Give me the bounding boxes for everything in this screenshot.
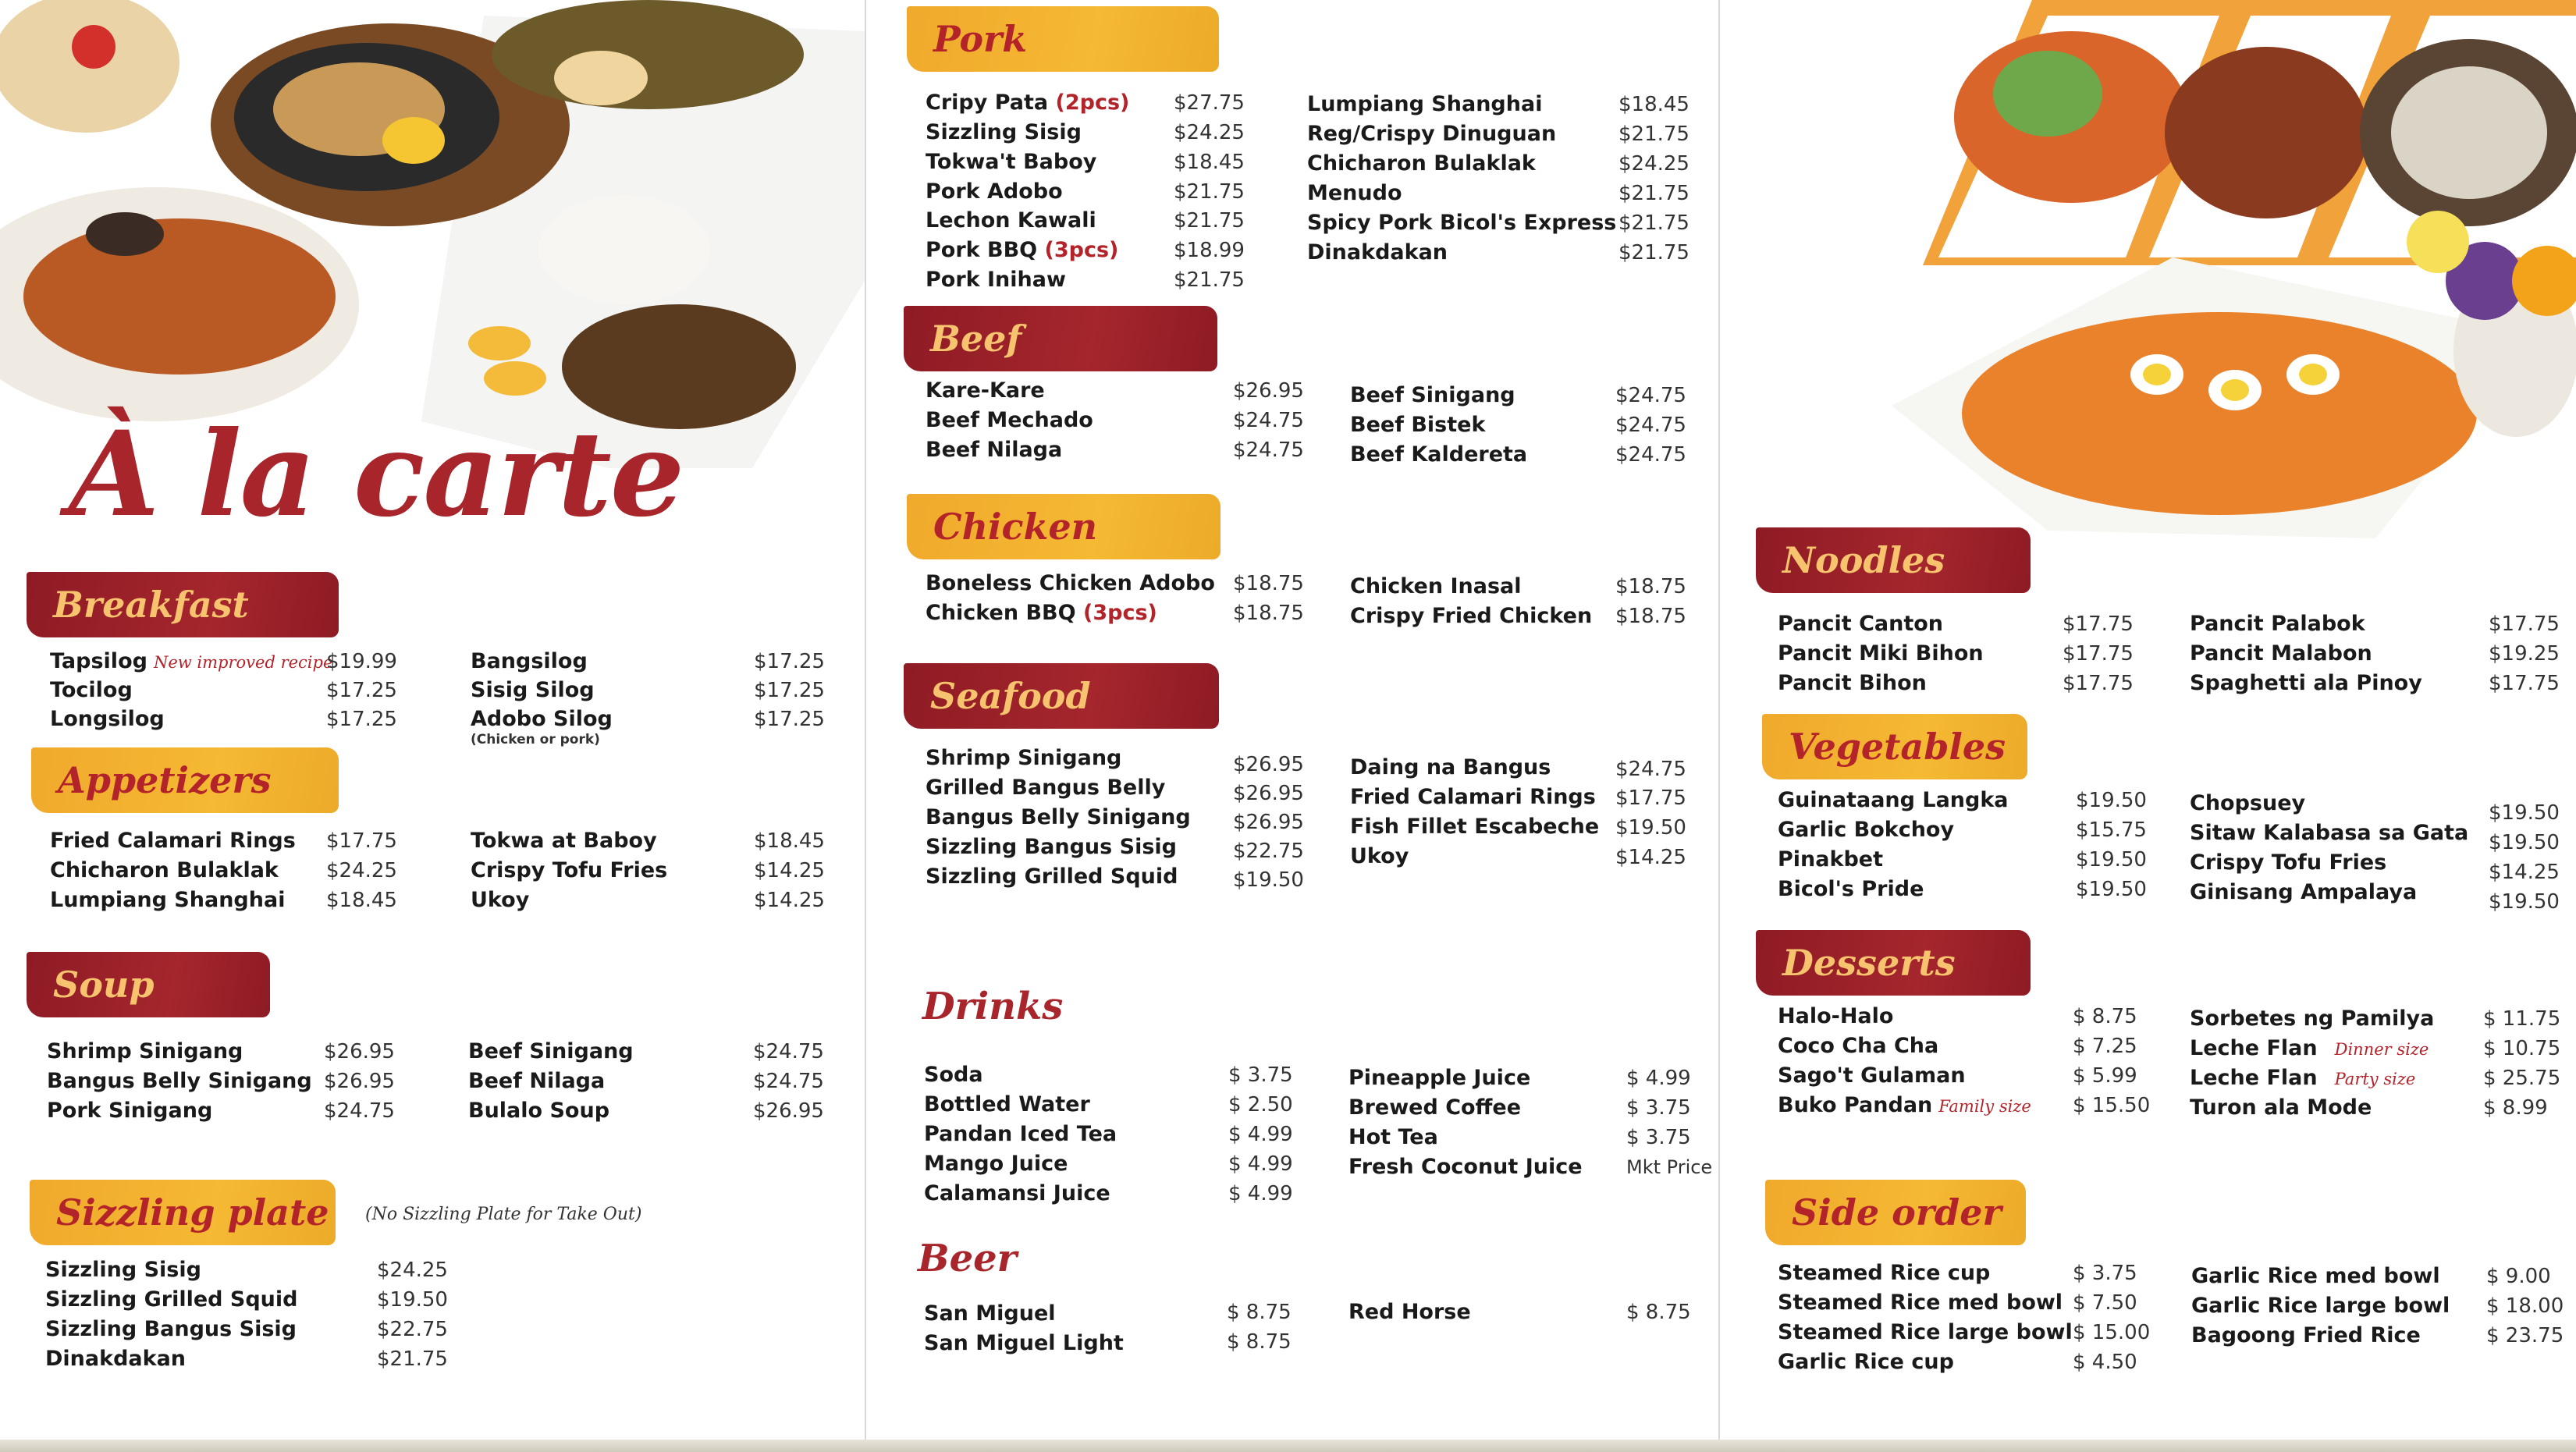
section-header-soup: Soup <box>27 952 270 1017</box>
menu-item: Beef Sinigang <box>1350 383 1515 407</box>
menu-price: $19.50 <box>2076 878 2147 901</box>
menu-item: Crispy Tofu Fries <box>2190 850 2387 875</box>
menu-item: Fish Fillet Escabeche <box>1350 815 1600 839</box>
menu-item: Bangus Belly Sinigang <box>926 805 1191 829</box>
menu-item: Red Horse <box>1348 1300 1471 1324</box>
menu-price: $26.95 <box>1233 753 1304 776</box>
menu-item: Pork Inihaw <box>926 268 1066 292</box>
menu-item: San Miguel Light <box>924 1331 1124 1355</box>
section-header-seafood: Seafood <box>904 663 1219 729</box>
menu-item: Sizzling Grilled Squid <box>926 864 1178 889</box>
menu-price: $14.25 <box>2489 861 2560 884</box>
menu-price: $ 3.75 <box>1626 1126 1691 1149</box>
menu-item: Pork Adobo <box>926 179 1063 204</box>
section-header-beef: Beef <box>904 306 1217 371</box>
page-title: À la carte <box>69 406 684 543</box>
menu-price: $ 8.99 <box>2483 1096 2548 1120</box>
menu-item: Kare-Kare <box>926 378 1045 403</box>
menu-item: Tokwa't Baboy <box>926 150 1097 174</box>
menu-item: Sisig Silog <box>471 678 595 702</box>
menu-price: $ 18.00 <box>2486 1294 2564 1318</box>
menu-item: Buko Pandan Family size <box>1778 1093 2031 1117</box>
menu-price: $22.75 <box>1233 840 1304 863</box>
menu-price: $ 3.75 <box>1228 1063 1293 1087</box>
menu-item: Spaghetti ala Pinoy <box>2190 671 2422 695</box>
menu-price: $17.25 <box>754 708 825 731</box>
menu-price: $26.95 <box>1233 379 1304 403</box>
menu-item: Coco Cha Cha <box>1778 1034 1939 1058</box>
menu-price: $ 5.99 <box>2073 1064 2137 1088</box>
section-header-desserts: Desserts <box>1756 930 2031 996</box>
menu-item: Bulalo Soup <box>468 1099 610 1123</box>
menu-price: $24.75 <box>1615 384 1686 407</box>
menu-item: Leche Flan Dinner size <box>2190 1036 2429 1060</box>
menu-item: Pandan Iced Tea <box>924 1122 1117 1146</box>
menu-item: Guinataang Langka <box>1778 788 2009 812</box>
menu-price: $21.75 <box>377 1347 448 1371</box>
menu-subnote: (Chicken or pork) <box>471 732 600 747</box>
menu-price: $24.75 <box>1233 409 1304 432</box>
menu-item: Sitaw Kalabasa sa Gata <box>2190 821 2469 845</box>
menu-price: $21.75 <box>1618 211 1690 235</box>
menu-price: $17.25 <box>754 679 825 702</box>
menu-item: Pancit Canton <box>1778 612 1944 636</box>
menu-price: $ 10.75 <box>2483 1037 2561 1060</box>
menu-item: Ukoy <box>1350 844 1409 868</box>
menu-item: Sizzling Bangus Sisig <box>45 1317 297 1341</box>
menu-item: Sizzling Grilled Squid <box>45 1287 298 1312</box>
menu-price: $ 4.99 <box>1228 1152 1293 1176</box>
menu-price: $26.95 <box>1233 782 1304 805</box>
panel-middle <box>865 0 1720 1452</box>
section-header-beer: Beer <box>918 1237 1017 1280</box>
section-header-vegetables: Vegetables <box>1762 714 2027 779</box>
menu-item: Chopsuey <box>2190 791 2306 815</box>
menu-price: $17.75 <box>2489 672 2560 695</box>
section-header-noodles: Noodles <box>1756 527 2031 593</box>
menu-price: $19.50 <box>1233 868 1304 892</box>
menu-item: Turon ala Mode <box>2190 1095 2372 1120</box>
menu-item: Crispy Fried Chicken <box>1350 604 1593 628</box>
menu-price: $19.50 <box>2076 848 2147 872</box>
menu-price: $ 4.99 <box>1228 1182 1293 1205</box>
menu-price: $24.75 <box>1233 438 1304 462</box>
menu-item: Lumpiang Shanghai <box>50 888 286 912</box>
menu-price: $ 25.75 <box>2483 1067 2561 1090</box>
menu-price: $17.75 <box>1615 786 1686 810</box>
menu-price: $ 9.00 <box>2486 1265 2551 1288</box>
menu-price: $24.25 <box>326 859 397 882</box>
food-photo-icon <box>0 0 865 468</box>
section-header-appetizers: Appetizers <box>31 747 339 813</box>
menu-item: Garlic Rice med bowl <box>2191 1264 2440 1288</box>
menu-item: Dinakdakan <box>45 1347 187 1371</box>
menu-item: Dinakdakan <box>1307 240 1448 264</box>
menu-price: Mkt Price <box>1626 1156 1713 1178</box>
section-header-pork: Pork <box>907 6 1219 72</box>
menu-item: Beef Nilaga <box>468 1069 606 1093</box>
menu-item: Pancit Miki Bihon <box>1778 641 1984 666</box>
menu-item: Chicken BBQ (3pcs) <box>926 601 1157 625</box>
section-header-breakfast: Breakfast <box>27 572 339 637</box>
menu-price: $18.45 <box>1618 93 1690 116</box>
menu-price: $ 4.99 <box>1626 1067 1691 1090</box>
menu-item: Soda <box>924 1063 983 1087</box>
menu-price: $18.75 <box>1615 575 1686 598</box>
menu-item: Boneless Chicken Adobo <box>926 571 1215 595</box>
menu-item: Fresh Coconut Juice <box>1348 1155 1583 1179</box>
section-header-sideorder: Side order <box>1765 1180 2026 1245</box>
menu-price: $ 4.99 <box>1228 1123 1293 1146</box>
menu-price: $15.75 <box>2076 818 2147 842</box>
section-header-drinks: Drinks <box>922 985 1064 1028</box>
menu-price: $17.75 <box>2063 672 2134 695</box>
menu-item: Chicharon Bulaklak <box>1307 151 1536 176</box>
menu-item: Adobo Silog <box>471 707 613 731</box>
menu-price: $ 7.50 <box>2073 1291 2137 1315</box>
menu-item: Pork Sinigang <box>47 1099 213 1123</box>
menu-item: Beef Bistek <box>1350 413 1486 437</box>
menu-item: Fried Calamari Rings <box>50 829 296 853</box>
menu-item: Beef Nilaga <box>926 438 1063 462</box>
menu-price: $22.75 <box>377 1318 448 1341</box>
menu-item: Shrimp Sinigang <box>47 1039 243 1063</box>
menu-item: Sizzling Sisig <box>45 1258 201 1282</box>
menu-item: Bagoong Fried Rice <box>2191 1323 2421 1347</box>
menu-item: Beef Sinigang <box>468 1039 634 1063</box>
menu-item: Beef Kaldereta <box>1350 442 1528 467</box>
menu-item: Tokwa at Baboy <box>471 829 657 853</box>
menu-item: Menudo <box>1307 181 1402 205</box>
menu-item: Pork BBQ (3pcs) <box>926 238 1119 262</box>
menu-price: $21.75 <box>1174 180 1245 204</box>
menu-price: $24.75 <box>1615 414 1686 437</box>
menu-price: $21.75 <box>1174 268 1245 292</box>
menu-price: $17.25 <box>326 708 397 731</box>
menu-item: Chicken Inasal <box>1350 574 1522 598</box>
menu-price: $21.75 <box>1618 122 1690 146</box>
menu-price: $ 8.75 <box>2073 1005 2137 1028</box>
menu-item: Sizzling Bangus Sisig <box>926 835 1177 859</box>
menu-item: Daing na Bangus <box>1350 755 1551 779</box>
menu-price: $24.25 <box>1174 121 1245 144</box>
menu-item: San Miguel <box>924 1301 1056 1326</box>
menu-price: $24.25 <box>1618 152 1690 176</box>
menu-item: Bangus Belly Sinigang <box>47 1069 312 1093</box>
menu-price: $ 8.75 <box>1227 1330 1292 1354</box>
menu-item: Mango Juice <box>924 1152 1068 1176</box>
menu-item: Steamed Rice large bowl <box>1778 1320 2073 1344</box>
menu-price: $21.75 <box>1618 182 1690 205</box>
menu-item: Tocilog <box>50 678 133 702</box>
menu-price: $17.75 <box>2063 642 2134 666</box>
menu-price: $18.75 <box>1615 605 1686 628</box>
menu-item: Lumpiang Shanghai <box>1307 92 1543 116</box>
menu-item: Hot Tea <box>1348 1125 1438 1149</box>
menu-item: Bottled Water <box>924 1092 1090 1117</box>
menu-price: $18.99 <box>1174 239 1245 262</box>
menu-price: $18.45 <box>1174 151 1245 174</box>
menu-price: $19.99 <box>326 650 397 673</box>
sizzling-remark: (No Sizzling Plate for Take Out) <box>365 1205 642 1224</box>
menu-price: $ 7.25 <box>2073 1035 2137 1058</box>
panel-right <box>1718 0 2576 1452</box>
menu-item: Steamed Rice med bowl <box>1778 1290 2063 1315</box>
menu-item: Pineapple Juice <box>1348 1066 1531 1090</box>
menu-item: Chicharon Bulaklak <box>50 858 279 882</box>
menu-price: $24.75 <box>753 1070 824 1093</box>
menu-price: $19.50 <box>2489 890 2560 914</box>
menu-item: Bangsilog <box>471 649 588 673</box>
menu-item: Crispy Tofu Fries <box>471 858 668 882</box>
menu-item: Spicy Pork Bicol's Express <box>1307 211 1617 235</box>
menu-item: Garlic Rice cup <box>1778 1350 1954 1374</box>
menu-item: Halo-Halo <box>1778 1004 1894 1028</box>
menu-price: $19.50 <box>2489 801 2560 825</box>
menu-price: $19.50 <box>1615 816 1686 840</box>
menu-price: $24.75 <box>1615 758 1686 781</box>
menu-item: Cripy Pata (2pcs) <box>926 91 1130 115</box>
menu-price: $24.75 <box>1615 443 1686 467</box>
menu-price: $ 3.75 <box>2073 1262 2137 1285</box>
menu-item: Lechon Kawali <box>926 208 1096 233</box>
menu-price: $17.75 <box>2063 612 2134 636</box>
menu-price: $ 11.75 <box>2483 1007 2561 1031</box>
menu-price: $26.95 <box>324 1040 395 1063</box>
panel-left <box>0 0 865 1452</box>
menu-price: $26.95 <box>1233 811 1304 834</box>
menu-price: $26.95 <box>324 1070 395 1093</box>
menu-item: Shrimp Sinigang <box>926 746 1122 770</box>
section-header-chicken: Chicken <box>907 494 1220 559</box>
menu-price: $14.25 <box>754 859 825 882</box>
menu-item: Sorbetes ng Pamilya <box>2190 1006 2435 1031</box>
menu-price: $14.25 <box>754 889 825 912</box>
menu-price: $14.25 <box>1615 846 1686 869</box>
menu-price: $24.75 <box>753 1040 824 1063</box>
menu-price: $24.75 <box>324 1099 395 1123</box>
menu-item: Bicol's Pride <box>1778 877 1924 901</box>
menu-price: $19.25 <box>2489 642 2560 666</box>
menu-item: Pancit Palabok <box>2190 612 2365 636</box>
menu-price: $ 4.50 <box>2073 1351 2137 1374</box>
menu-price: $21.75 <box>1174 209 1245 233</box>
menu-item: Garlic Rice large bowl <box>2191 1294 2450 1318</box>
menu-item: Tapsilog New improved recipe <box>50 649 333 673</box>
menu-item: Garlic Bokchoy <box>1778 818 1955 842</box>
menu-item: Pancit Malabon <box>2190 641 2372 666</box>
menu-price: $18.75 <box>1233 572 1304 595</box>
menu-item: Sizzling Sisig <box>926 120 1082 144</box>
menu-price: $17.25 <box>754 650 825 673</box>
menu-item: Leche Flan Party size <box>2190 1066 2416 1090</box>
menu-item: Ginisang Ampalaya <box>2190 880 2418 904</box>
menu-price: $ 8.75 <box>1227 1301 1292 1324</box>
page-bottom-edge <box>0 1440 2576 1452</box>
menu-price: $17.75 <box>2489 612 2560 636</box>
menu-price: $26.95 <box>753 1099 824 1123</box>
menu-price: $17.75 <box>326 829 397 853</box>
menu-price: $ 8.75 <box>1626 1301 1691 1324</box>
menu-item: Brewed Coffee <box>1348 1095 1522 1120</box>
menu-price: $24.25 <box>377 1259 448 1282</box>
menu-item: Pancit Bihon <box>1778 671 1927 695</box>
menu-price: $27.75 <box>1174 91 1245 115</box>
menu-item: Pinakbet <box>1778 847 1883 872</box>
menu-item: Reg/Crispy Dinuguan <box>1307 122 1557 146</box>
menu-price: $ 3.75 <box>1626 1096 1691 1120</box>
menu-price: $ 2.50 <box>1228 1093 1293 1117</box>
menu-item: Longsilog <box>50 707 165 731</box>
menu-item: Calamansi Juice <box>924 1181 1110 1205</box>
menu-price: $18.75 <box>1233 602 1304 625</box>
menu-item: Fried Calamari Rings <box>1350 785 1596 809</box>
menu-price: $19.50 <box>377 1288 448 1312</box>
menu-item: Ukoy <box>471 888 530 912</box>
menu-price: $19.50 <box>2489 831 2560 854</box>
menu-item: Steamed Rice cup <box>1778 1261 1991 1285</box>
menu-price: $18.45 <box>326 889 397 912</box>
section-header-sizzling: Sizzling plate <box>30 1180 336 1245</box>
menu-price: $18.45 <box>754 829 825 853</box>
menu-price: $19.50 <box>2076 789 2147 812</box>
menu-price: $17.25 <box>326 679 397 702</box>
menu-item: Beef Mechado <box>926 408 1093 432</box>
menu-item: Sago't Gulaman <box>1778 1063 1966 1088</box>
menu-price: $21.75 <box>1618 241 1690 264</box>
menu-price: $ 15.00 <box>2073 1321 2151 1344</box>
menu-price: $ 15.50 <box>2073 1094 2151 1117</box>
menu-item: Grilled Bangus Belly <box>926 776 1166 800</box>
food-photo-icon <box>1892 0 2576 546</box>
menu-price: $ 23.75 <box>2486 1324 2564 1347</box>
